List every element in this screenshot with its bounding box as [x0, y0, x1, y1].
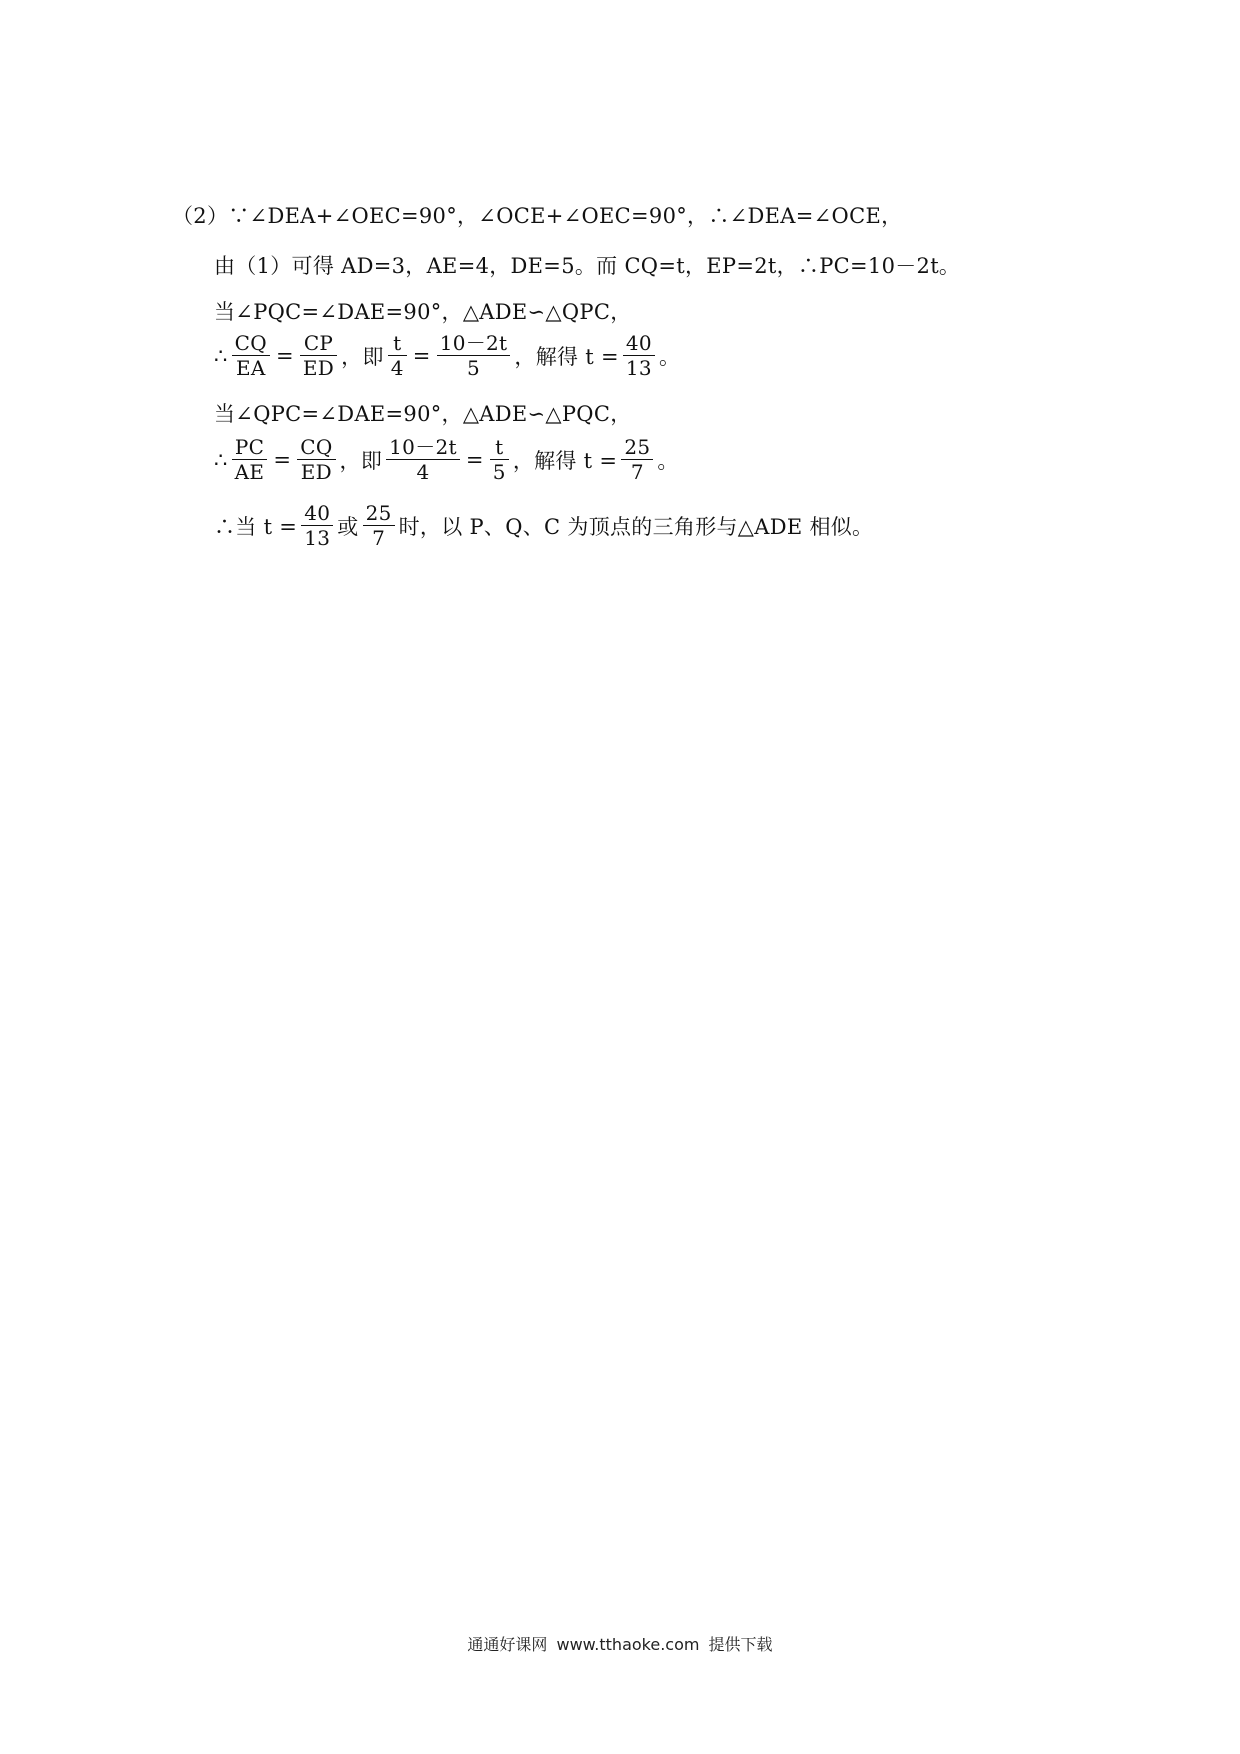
fraction-denominator: 7: [630, 460, 644, 485]
or-text: 或: [337, 514, 359, 539]
connector-text: ，即: [339, 448, 383, 473]
fraction-denominator: ED: [300, 460, 333, 485]
fraction-numerator: t: [495, 435, 504, 459]
fraction-numerator: t: [393, 331, 402, 355]
solution-line-4: [214, 332, 680, 380]
fraction-denominator: 4: [390, 356, 404, 381]
fraction-denominator: 13: [304, 526, 331, 551]
equals-sign: =: [275, 343, 294, 368]
fraction-numerator: 25: [365, 501, 392, 525]
fraction-denominator: ED: [302, 356, 335, 381]
solution-line-6: [214, 436, 679, 484]
conclusion-prefix: ∴当 t =: [214, 514, 298, 539]
fraction-25-7: [363, 502, 395, 550]
fraction-denominator: 5: [467, 356, 481, 381]
fraction-cp-ed: [300, 332, 337, 380]
fraction-numerator: 25: [624, 435, 651, 459]
solution-line-1: [172, 200, 902, 230]
fraction-denominator: AE: [234, 460, 265, 485]
fraction-40-13: [623, 332, 655, 380]
solve-text: ，解得 t =: [512, 448, 618, 473]
fraction-t-4: [388, 332, 407, 380]
fraction-numerator: CQ: [300, 435, 333, 459]
solution-line-3: [214, 296, 632, 326]
equals-sign: =: [412, 343, 431, 368]
equals-sign: =: [465, 447, 484, 472]
fraction-numerator: 10－2t: [389, 435, 457, 459]
fraction-numerator: 10－2t: [439, 331, 508, 355]
period: 。: [658, 344, 681, 369]
therefore-symbol: ∴: [214, 343, 228, 368]
fraction-numerator: CP: [303, 331, 334, 355]
conclusion-suffix: 时，以 P、Q、C 为顶点的三角形与△ADE 相似。: [398, 514, 874, 539]
equals-sign: =: [273, 447, 292, 472]
fraction-cq-ea: [232, 332, 270, 380]
fraction-10-2t-5: [437, 332, 511, 380]
fraction-numerator: PC: [234, 435, 265, 459]
fraction-40-13: [301, 502, 333, 550]
line-2-text: 由（1）可得 AD=3，AE=4，DE=5。而 CQ=t，EP=2t，∴PC=10－2t。: [214, 254, 961, 278]
fraction-t-5: [490, 436, 509, 484]
connector-text: ，即: [341, 344, 384, 369]
solution-line-7: [214, 502, 873, 550]
line-3-text: 当∠PQC=∠DAE=90°，△ADE∽△QPC，: [214, 300, 632, 324]
period: 。: [657, 448, 679, 473]
fraction-denominator: 5: [492, 460, 506, 485]
fraction-numerator: 40: [304, 501, 331, 525]
fraction-25-7: [621, 436, 653, 484]
therefore-symbol: ∴: [214, 447, 228, 472]
solve-text: ，解得 t =: [514, 344, 619, 369]
fraction-denominator: EA: [236, 356, 266, 381]
fraction-numerator: 40: [625, 331, 652, 355]
page-footer: 通通好课网 www.tthaoke.com 提供下载: [467, 1635, 773, 1654]
solution-line-5: [214, 398, 632, 428]
solution-line-2: [214, 250, 960, 280]
fraction-10-2t-4: [386, 436, 460, 484]
fraction-cq-ed: [297, 436, 335, 484]
fraction-denominator: 7: [372, 526, 386, 551]
fraction-numerator: CQ: [234, 331, 267, 355]
line-5-text: 当∠QPC=∠DAE=90°，△ADE∽△PQC，: [214, 402, 632, 426]
fraction-pc-ae: [232, 436, 268, 484]
fraction-denominator: 13: [625, 356, 652, 381]
line-1-text: （2）∵∠DEA+∠OEC=90°，∠OCE+∠OEC=90°，∴∠DEA=∠OCE，: [172, 204, 903, 228]
fraction-denominator: 4: [416, 460, 430, 485]
